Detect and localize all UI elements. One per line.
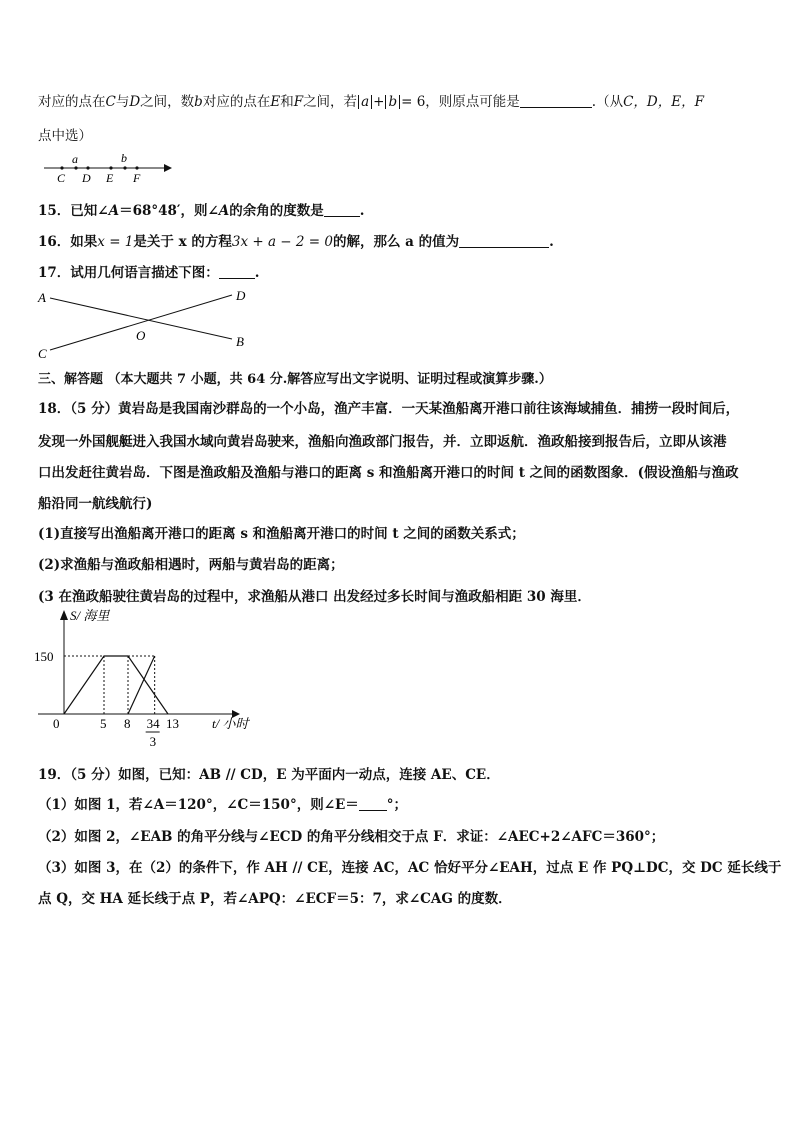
point-C [60, 166, 63, 169]
q18-line-1: 18．（5 分）黄岩岛是我国南沙群岛的一个小岛，渔产丰富．一天某渔船离开港口前往该海域捕鱼．捕捞一段时间后， [38, 401, 740, 417]
label-a: a [72, 152, 78, 166]
y-axis-arrow [60, 610, 68, 620]
q18-line-2: 发现一外国舰艇进入我国水域向黄岩岛驶来，渔船向渔政部门报告，并．立即返航．渔政船接到报告后，立即从该港 [38, 434, 727, 450]
label-F: F [133, 171, 141, 185]
answer-blank-19-1[interactable] [359, 796, 387, 811]
label-E: E [106, 171, 114, 185]
x-tick-8: 8 [124, 716, 131, 731]
q18-function-graph [34, 604, 284, 756]
answer-blank-16[interactable] [459, 233, 549, 248]
y-axis-label: S/ 海里 [70, 608, 110, 623]
x-tick-5: 5 [100, 716, 107, 731]
label-D: D [82, 171, 91, 185]
q19-sub-3-line-2: 点 Q，交 HA 延长线于点 P，若∠APQ：∠ECF＝5：7，求∠CAG 的度数． [38, 891, 512, 907]
label-b: b [121, 152, 127, 165]
number-line-arrow [164, 164, 172, 172]
point-b [123, 166, 126, 169]
label-C: C [57, 171, 66, 185]
y-tick-150: 150 [34, 649, 54, 664]
series-1-line [64, 656, 168, 714]
origin-label: 0 [53, 716, 60, 731]
abs-b: b [385, 95, 400, 109]
q18-sub-3: (3 在渔政船驶往黄岩岛的过程中，求渔船从港口 出发经过多长时间与渔政船相距 30 海里． [38, 589, 591, 605]
x-tick-denominator: 3 [149, 734, 157, 749]
answer-blank-15[interactable] [324, 202, 360, 217]
q18-line-4: 船沿同一航线航行) [38, 496, 153, 512]
q19-sub-2: （2）如图 2，∠EAB 的角平分线与∠ECD 的角平分线相交于点 F．求证：∠AEC+2∠AFC＝360°； [38, 829, 665, 845]
point-F [135, 166, 138, 169]
x-tick-34: 34 [146, 716, 160, 731]
answer-blank-14[interactable] [520, 93, 592, 108]
q18-line-3: 口出发赶往黄岩岛．下图是渔政船及渔船与港口的距离 s 和渔船离开港口的时间 t 之间的函数图象．(假设渔船与渔政 [38, 465, 739, 481]
q14-line-1: 对应的点在C与D之间，数b对应的点在E和F之间，若 a + b = 6，则原点可能是 .（从C，D，E，F [38, 94, 704, 110]
point-D [86, 166, 89, 169]
abs-a: a [358, 95, 372, 109]
intersecting-lines-figure [34, 284, 264, 364]
label-D: D [236, 288, 246, 303]
number-line-figure [40, 152, 180, 186]
label-C: C [38, 346, 47, 361]
point-E [109, 166, 112, 169]
question-15: 15．已知∠A＝68°48′，则∠A的余角的度数是 . [38, 203, 365, 219]
q19-sub-1: （1）如图 1，若∠A＝120°，∠C＝150°，则∠E＝ °； [38, 797, 408, 813]
q14-line-2: 点中选） [38, 128, 92, 144]
x-axis-label: t/ 小时 [212, 716, 249, 731]
q18-sub-2: (2)求渔船与渔政船相遇时，两船与黄岩岛的距离； [38, 557, 344, 573]
question-17: 17．试用几何语言描述下图： . [38, 265, 260, 281]
x-tick-13: 13 [166, 716, 179, 731]
question-16: 16．如果x = 1是关于 x 的方程3x + a − 2 = 0的解，那么 a 的值为 . [38, 234, 554, 250]
q19-line-1: 19．（5 分）如图，已知：AB // CD，E 为平面内一动点，连接 AE、CE． [38, 767, 500, 783]
label-A: A [38, 290, 46, 305]
answer-blank-17[interactable] [219, 264, 255, 279]
q19-sub-3-line-1: （3）如图 3，在（2）的条件下，作 AH // CE，连接 AC，AC 恰好平分∠EAH，过点 E 作 PQ⊥DC，交 DC 延长线于 [38, 860, 782, 876]
section-3-heading: 三、解答题 （本大题共 7 小题，共 64 分.解答应写出文字说明、证明过程或演算步骤.） [38, 372, 552, 387]
point-a [74, 166, 77, 169]
q18-sub-1: (1)直接写出渔船离开港口的距离 s 和渔船离开港口的时间 t 之间的函数关系式； [38, 526, 525, 542]
label-O: O [136, 328, 146, 343]
series-2-line [128, 656, 155, 714]
label-B: B [236, 334, 244, 349]
